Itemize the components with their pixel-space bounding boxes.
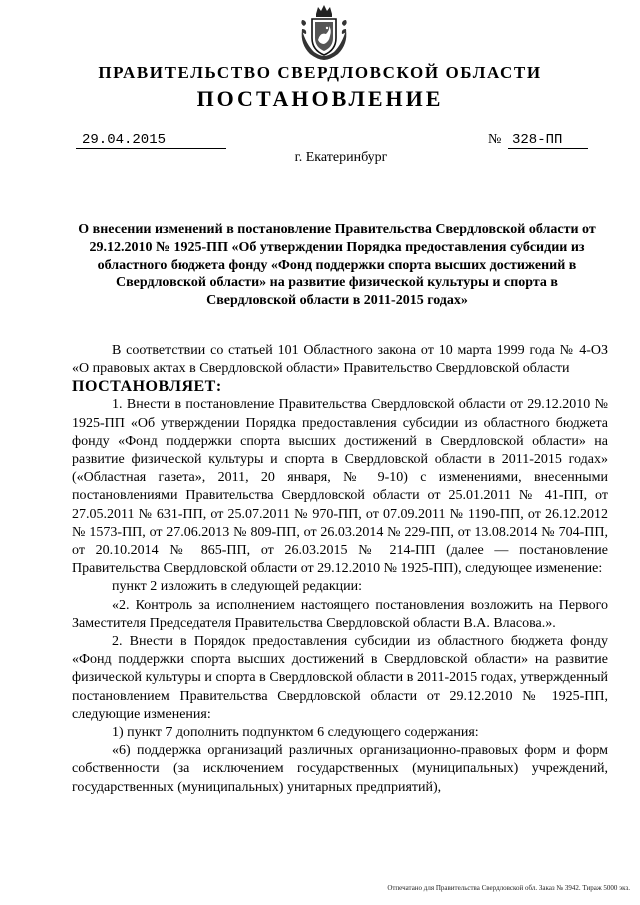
document-city: г. Екатеринбург — [294, 150, 388, 165]
document-type: ПОСТАНОВЛЕНИЕ — [196, 86, 444, 111]
paragraph-1: 1. Внести в постановление Правительства Свердловской области от 29.12.2010 № 1925-ПП «Об утверждении Порядка предоставления субсидии из областного бюджета фонду «Фонд поддержки спорта высших достижений в Свердловской области» на развитие физической культуры и спорта в Свердловской области в 2011-2015 годах» («Областная газета», 2011, 20 января, № 9-10) с изменениями, внесенными постановлениями Правительства Свердловской области от 25.01.2011 № 41-ПП, от 27.05.2011 № 631-ПП, от 25.07.2011 № 970-ПП, от 07.09.2011 № 1190-ПП, от 26.12.2012 № 1573-ПП, от 27.06.2013 № 809-ПП, от 26.03.2014 № 229-ПП, от 13.08.2014 № 704-ПП, от 20.10.2014 № 865-ПП, от 26.03.2015 № 214-ПП (далее — постановление Правительства Свердловской области от 29.12.2010 № 1925-ПП), следующее изменение: — [72, 397, 608, 577]
document-title: О внесении изменений в постановление Правительства Свердловской области от 29.12.2010 № 1925-ПП «Об утверждении Порядка предоставления субсидии из областного бюджета фонду «Фонд поддержки спорта высших достижений в Свердловской области» на развитие физической культуры и спорта в Свердловской области в 2011-2015 годах» — [78, 222, 596, 309]
number-sign: № — [488, 132, 502, 147]
paragraph-2: 2. Внести в Порядок предоставления субсидии из областного бюджета фонду «Фонд поддержки спорта высших достижений в Свердловской области» на развитие физической культуры и спорта в Свердловской области в 2011-2015 годах, утвержденный постановлением Правительства Свердловской области от 29.12.2010 № 1925-ПП, следующие изменения: — [72, 634, 608, 722]
resolves-heading: ПОСТАНОВЛЯЕТ: — [72, 378, 222, 396]
preamble-paragraph: В соответствии со статьей 101 Областного закона от 10 марта 1999 года № 4-ОЗ «О правовых актах в Свердловской области» Правительство Свердловской области — [72, 343, 608, 377]
government-name: ПРАВИТЕЛЬСТВО СВЕРДЛОВСКОЙ ОБЛАСТИ — [98, 63, 542, 82]
paragraph-1-quote: «2. Контроль за исполнением настоящего постановления возложить на Первого Заместителя Председателя Правительства Свердловской области В.А. Власова.». — [72, 597, 608, 631]
document-date: 29.04.2015 — [76, 132, 226, 149]
paragraph-2-item-1: 1) пункт 7 дополнить подпунктом 6 следующего содержания: — [112, 725, 479, 741]
document-body — [72, 342, 608, 797]
document-number: 328-ПП — [508, 132, 588, 149]
paragraph-1-point: пункт 2 изложить в следующей редакции: — [112, 579, 362, 595]
document-number-field — [488, 132, 592, 149]
coat-of-arms-emblem — [296, 4, 352, 62]
print-footer: Отпечатано для Правительства Свердловской обл. Заказ № 3942. Тираж 5000 экз. — [387, 884, 630, 892]
paragraph-2-item-1-quote: «6) поддержка организаций различных организационно-правовых форм и форм собственности (за исключением государственных (муниципальных) учреждений, государственных (муниципальных) унитарных предприятий), — [72, 743, 608, 795]
